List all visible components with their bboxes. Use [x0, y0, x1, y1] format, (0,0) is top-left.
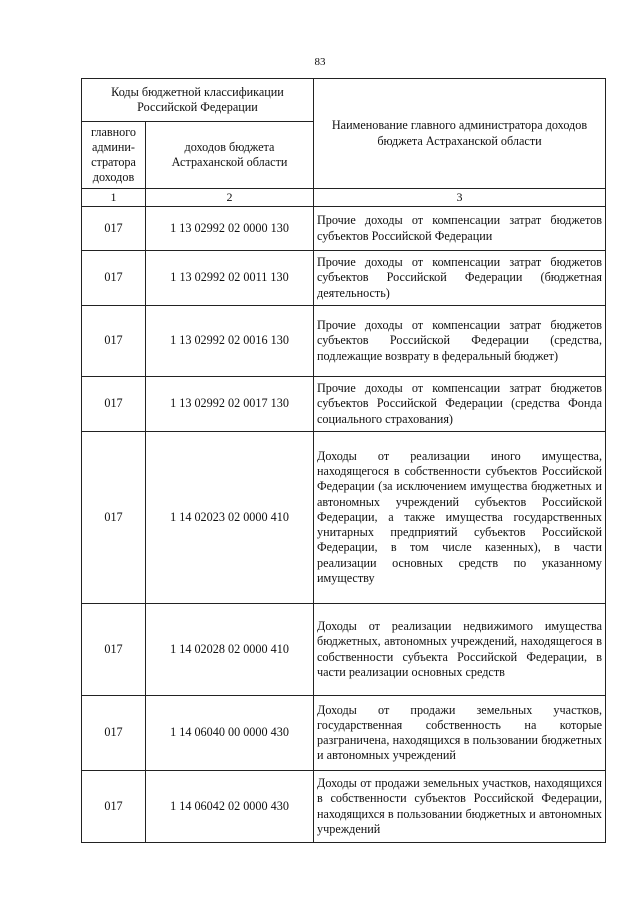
admin-code-cell: 017 [82, 771, 146, 843]
column-number: 1 [82, 189, 146, 207]
description-cell: Прочие доходы от компенсации затрат бюджетов субъектов Российской Федерации (бюджетная деятельность) [314, 251, 606, 306]
table-row [82, 604, 606, 696]
description-cell: Доходы от продажи земельных участков, находящихся в собственности субъектов Российской Федерации, находящихся в пользовании бюджетных и автономных учреждений [314, 771, 606, 843]
description-cell: Доходы от продажи земельных участков, государственная собственность на которые разграничена, находящихся в пользовании бюджетных и автономных учреждений [314, 696, 606, 771]
admin-code-cell: 017 [82, 696, 146, 771]
header-name-column: Наименование главного администратора доходов бюджета Астраханской области [314, 79, 606, 189]
admin-code-cell: 017 [82, 306, 146, 377]
admin-code-cell: 017 [82, 377, 146, 432]
income-code-cell: 1 13 02992 02 0016 130 [146, 306, 314, 377]
column-number: 2 [146, 189, 314, 207]
header-group-title: Коды бюджетной классификации Российской Федерации [82, 79, 314, 122]
column-number-row [82, 189, 606, 207]
description-cell: Прочие доходы от компенсации затрат бюджетов субъектов Российской Федерации [314, 207, 606, 251]
income-code-cell: 1 13 02992 02 0011 130 [146, 251, 314, 306]
admin-code-cell: 017 [82, 207, 146, 251]
table-row [82, 207, 606, 251]
page-number: 83 [314, 56, 326, 68]
income-code-cell: 1 14 06040 00 0000 430 [146, 696, 314, 771]
table-row [82, 251, 606, 306]
description-cell: Прочие доходы от компенсации затрат бюджетов субъектов Российской Федерации (средства, подлежащие возврату в федеральный бюджет) [314, 306, 606, 377]
table-row [82, 306, 606, 377]
description-cell: Прочие доходы от компенсации затрат бюджетов субъектов Российской Федерации (средства Фонда социального страхования) [314, 377, 606, 432]
table-header-row [82, 79, 606, 122]
table-row [82, 696, 606, 771]
column-number: 3 [314, 189, 606, 207]
description-cell: Доходы от реализации иного имущества, находящегося в собственности субъектов Российской Федерации (за исключением имущества бюджетных и автономных учреждений субъектов Российской Федерации, а также имущества государственных унитарных предприятий субъектов Российской Федерации, в том числе казенных), в части реализации основных средств по указанному имуществу [314, 432, 606, 604]
income-code-cell: 1 14 02028 02 0000 410 [146, 604, 314, 696]
income-code-cell: 1 14 02023 02 0000 410 [146, 432, 314, 604]
admin-code-cell: 017 [82, 604, 146, 696]
income-code-cell: 1 14 06042 02 0000 430 [146, 771, 314, 843]
income-code-cell: 1 13 02992 02 0000 130 [146, 207, 314, 251]
description-cell: Доходы от реализации недвижимого имущества бюджетных, автономных учреждений, находящегося в собственности субъекта Российской Федерации, в части реализации основных средств [314, 604, 606, 696]
table-row [82, 377, 606, 432]
table-row [82, 771, 606, 843]
header-admin-column: главного админи- стратора доходов [82, 122, 146, 189]
admin-code-cell: 017 [82, 251, 146, 306]
income-code-cell: 1 13 02992 02 0017 130 [146, 377, 314, 432]
admin-code-cell: 017 [82, 432, 146, 604]
table-row [82, 432, 606, 604]
budget-classification-table [81, 78, 606, 843]
header-income-column: доходов бюджета Астраханской области [146, 122, 314, 189]
